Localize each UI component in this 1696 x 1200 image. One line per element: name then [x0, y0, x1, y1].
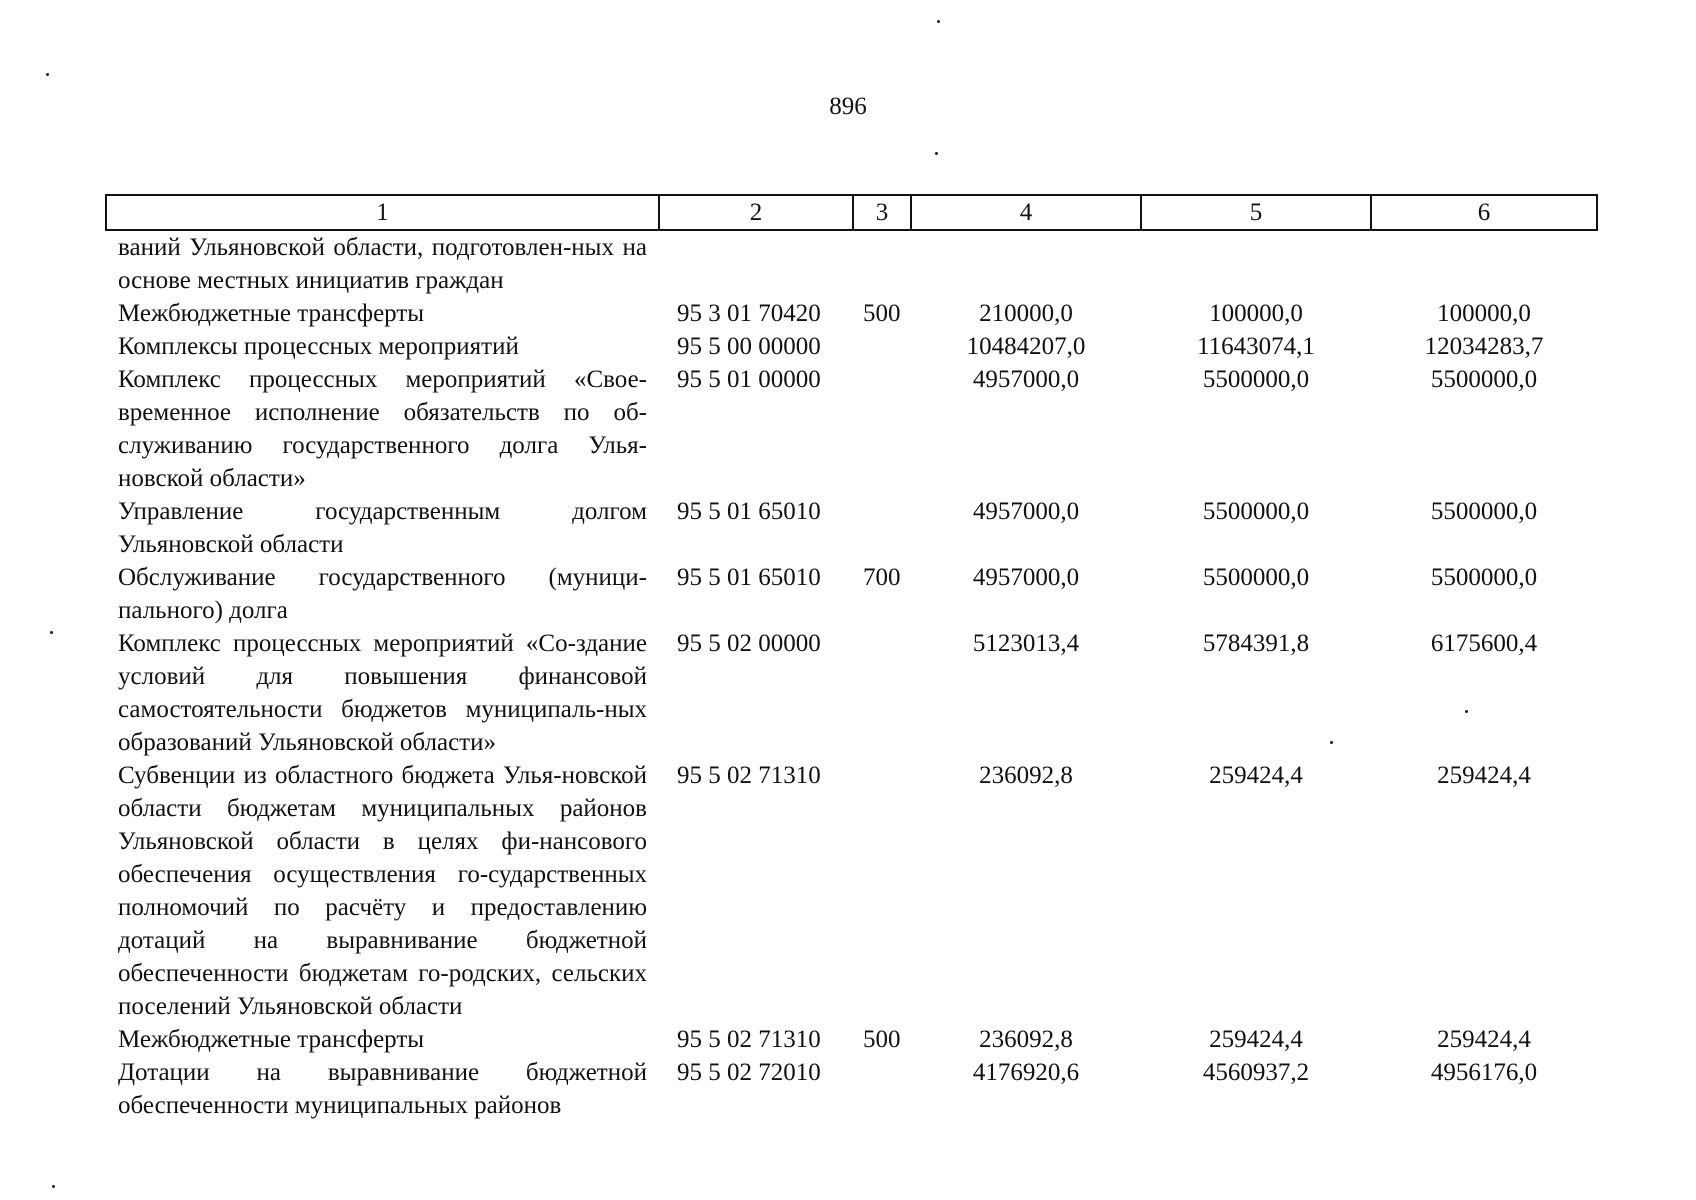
header-col-1: 1 [106, 195, 659, 230]
row-value-4: 4957000,0 [972, 366, 1080, 393]
row-value-4: 10484207,0 [966, 333, 1086, 360]
table-header-row [106, 195, 1597, 230]
row-name: Комплекс процессных мероприятий «Свое-временное исполнение обязательств по об-служиванию государственного долга Улья-новской области» [118, 366, 647, 492]
scan-speck [52, 1185, 55, 1188]
row-type: 500 [863, 1026, 901, 1053]
row-value-6: 5500000,0 [1430, 564, 1538, 591]
row-value-4: 4957000,0 [972, 564, 1080, 591]
row-name: Дотации на выравнивание бюджетной обеспеченности муниципальных районов [118, 1059, 647, 1119]
row-code [659, 230, 853, 297]
row-type [853, 759, 911, 1023]
scan-speck [1330, 741, 1333, 744]
row-type [853, 230, 911, 297]
scan-speck [935, 152, 938, 155]
scan-speck [46, 73, 49, 76]
row-value-5: 100000,0 [1209, 300, 1303, 327]
table-row [106, 297, 1597, 330]
row-code: 95 5 02 71310 [677, 762, 821, 789]
table-row [106, 561, 1597, 627]
row-value-6 [1371, 230, 1597, 297]
budget-table [105, 194, 1598, 1122]
row-value-6: 4956176,0 [1430, 1059, 1538, 1086]
row-value-4: 4957000,0 [972, 498, 1080, 525]
row-name: Субвенции из областного бюджета Улья-новской области бюджетам муниципальных районов Ульяновской области в целях фи-нансового обеспечения осуществления го-сударственных полномочий по расчёту и предоставлению дотаций на выравнивание бюджетной обеспеченности бюджетам го-родских, сельских поселений Ульяновской области [118, 762, 647, 1020]
row-code: 95 5 01 65010 [677, 498, 821, 525]
row-name: Управление государственным долгом Ульяновской области [118, 498, 647, 558]
table-row [106, 1056, 1597, 1122]
header-col-5: 5 [1141, 195, 1371, 230]
row-value-5: 5500000,0 [1202, 498, 1310, 525]
row-value-5: 259424,4 [1209, 1026, 1303, 1053]
header-col-2: 2 [659, 195, 853, 230]
row-code: 95 5 02 71310 [677, 1026, 821, 1053]
row-value-5: 11643074,1 [1197, 333, 1315, 360]
table-row [106, 230, 1597, 297]
row-value-6: 5500000,0 [1430, 366, 1538, 393]
row-value-6: 259424,4 [1437, 762, 1531, 789]
table-row [106, 363, 1597, 495]
row-value-6: 12034283,7 [1424, 333, 1544, 360]
table-row [106, 330, 1597, 363]
header-col-4: 4 [911, 195, 1141, 230]
row-value-5: 5500000,0 [1202, 564, 1310, 591]
row-value-4: 210000,0 [979, 300, 1073, 327]
row-value-4: 5123013,4 [972, 630, 1080, 657]
row-code: 95 5 01 00000 [677, 366, 821, 393]
row-name: Межбюджетные трансферты [118, 300, 425, 327]
scan-speck [50, 631, 53, 634]
row-value-6: 100000,0 [1437, 300, 1531, 327]
row-name: Обслуживание государственного (муници-пального) долга [118, 564, 647, 624]
table-row [106, 759, 1597, 1023]
header-col-6: 6 [1371, 195, 1597, 230]
row-value-4: 4176920,6 [972, 1059, 1080, 1086]
row-type [853, 627, 911, 759]
row-code: 95 5 00 00000 [677, 333, 821, 360]
row-name: Комплексы процессных мероприятий [118, 333, 519, 360]
row-type: 700 [863, 564, 901, 591]
row-value-5: 5784391,8 [1202, 630, 1310, 657]
row-name: ваний Ульяновской области, подготовлен-ных на основе местных инициатив граждан [118, 234, 647, 294]
scan-speck [1465, 710, 1468, 713]
row-value-6: 5500000,0 [1430, 498, 1538, 525]
row-code: 95 5 01 65010 [677, 564, 821, 591]
row-value-5: 259424,4 [1209, 762, 1303, 789]
table-row [106, 1023, 1597, 1056]
table-row [106, 627, 1597, 759]
row-name: Комплекс процессных мероприятий «Со-здание условий для повышения финансовой самостоятельности бюджетов муниципаль-ных образований Ульяновской области» [118, 630, 647, 756]
table-row [106, 495, 1597, 561]
row-value-5 [1141, 230, 1371, 297]
row-code: 95 5 02 00000 [677, 630, 821, 657]
row-type: 500 [863, 300, 901, 327]
row-code: 95 3 01 70420 [677, 300, 821, 327]
header-col-3: 3 [853, 195, 911, 230]
row-code: 95 5 02 72010 [677, 1059, 821, 1086]
row-value-6: 6175600,4 [1430, 630, 1538, 657]
row-value-5: 4560937,2 [1202, 1059, 1310, 1086]
row-value-4: 236092,8 [979, 762, 1073, 789]
scan-speck [937, 20, 940, 23]
row-value-5: 5500000,0 [1202, 366, 1310, 393]
row-type [853, 495, 911, 561]
row-type [853, 330, 911, 363]
row-value-4 [911, 230, 1141, 297]
row-name: Межбюджетные трансферты [118, 1026, 425, 1053]
page-number: 896 [829, 93, 867, 120]
row-value-4: 236092,8 [979, 1026, 1073, 1053]
row-value-6: 259424,4 [1437, 1026, 1531, 1053]
row-type [853, 363, 911, 495]
row-type [853, 1056, 911, 1122]
